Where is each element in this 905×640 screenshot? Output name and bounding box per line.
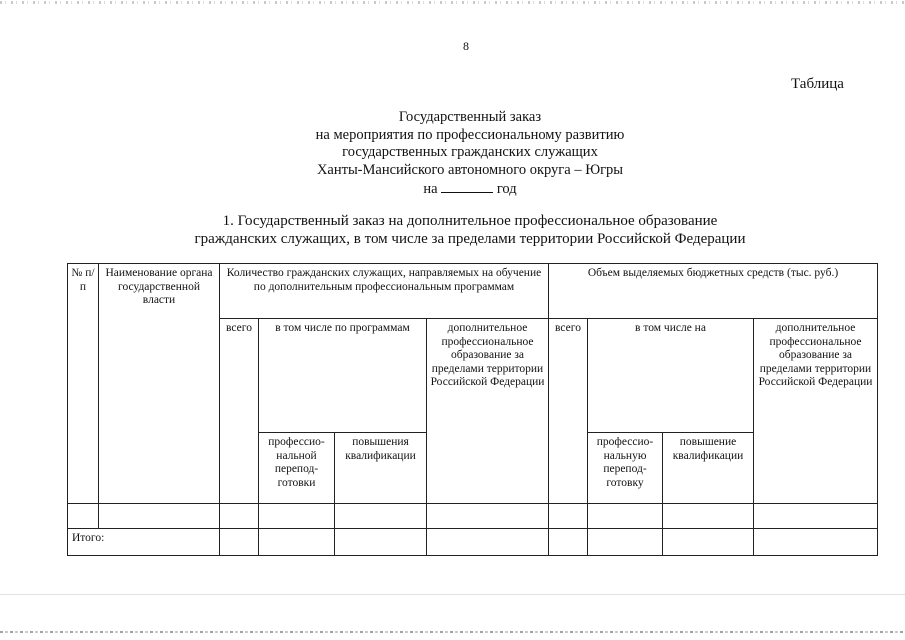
title-line-1: Государственный заказ <box>398 109 542 125</box>
empty-cell <box>427 504 549 529</box>
page-number: 8 <box>463 39 469 53</box>
title-line-4: Ханты-Мансийского автономного округа – Югры <box>316 161 624 178</box>
empty-cell <box>259 529 335 556</box>
title-year-line <box>250 179 690 199</box>
document-title <box>250 109 690 199</box>
empty-cell <box>754 529 878 556</box>
empty-cell <box>663 529 754 556</box>
empty-cell <box>68 504 99 529</box>
empty-cell <box>99 504 220 529</box>
section-heading <box>150 212 790 248</box>
order-table <box>67 263 878 556</box>
empty-cell <box>549 529 588 556</box>
empty-cell <box>335 504 427 529</box>
header-count-total: всего <box>220 319 259 504</box>
table-row <box>68 504 878 529</box>
year-prefix: на <box>423 181 438 197</box>
year-suffix: год <box>496 181 517 197</box>
title-line-2: на мероприятия по профессиональному развитию <box>315 126 625 143</box>
empty-cell <box>259 504 335 529</box>
empty-cell <box>588 504 663 529</box>
total-label: Итого: <box>68 529 220 556</box>
scan-artifact-top <box>0 1 905 4</box>
scan-artifact-line <box>0 594 905 595</box>
header-budget-qualification: повышение квалификации <box>663 433 754 504</box>
header-budget-total: всего <box>549 319 588 504</box>
header-count-group: Количество гражданских служащих, направляемых на обучение по дополнительным профессиональным программам <box>220 264 549 319</box>
empty-cell <box>220 504 259 529</box>
scan-artifact-bottom <box>0 631 905 633</box>
table-caption: Таблица <box>791 76 844 92</box>
empty-cell <box>588 529 663 556</box>
empty-cell <box>220 529 259 556</box>
header-budget-retraining: профессио-нальную перепод-готовку <box>588 433 663 504</box>
empty-cell <box>427 529 549 556</box>
year-blank <box>441 179 493 193</box>
header-count-abroad: дополнительное профессиональное образование за пределами территории Российской Федерации <box>427 319 549 504</box>
header-count-retraining: профессио-нальной перепод-готовки <box>259 433 335 504</box>
header-count-programs: в том числе по программам <box>259 319 427 433</box>
header-org: Наименование органа государственной власти <box>99 264 220 504</box>
empty-cell <box>663 504 754 529</box>
header-budget-abroad: дополнительное профессиональное образование за пределами территории Российской Федерации <box>754 319 878 504</box>
section-line-2: гражданских служащих, в том числе за пределами территории Российской Федерации <box>194 231 746 247</box>
header-num: № п/п <box>68 264 99 504</box>
empty-cell <box>549 504 588 529</box>
title-line-3: государственных гражданских служащих <box>342 144 598 160</box>
header-budget-including: в том числе на <box>588 319 754 433</box>
total-row <box>68 529 878 556</box>
empty-cell <box>754 504 878 529</box>
section-line-1: 1. Государственный заказ на дополнительное профессиональное образование <box>222 213 718 229</box>
header-count-qualification: повышения квалификации <box>335 433 427 504</box>
header-row-1 <box>68 264 878 319</box>
header-budget-group: Объем выделяемых бюджетных средств (тыс. руб.) <box>549 264 878 319</box>
empty-cell <box>335 529 427 556</box>
